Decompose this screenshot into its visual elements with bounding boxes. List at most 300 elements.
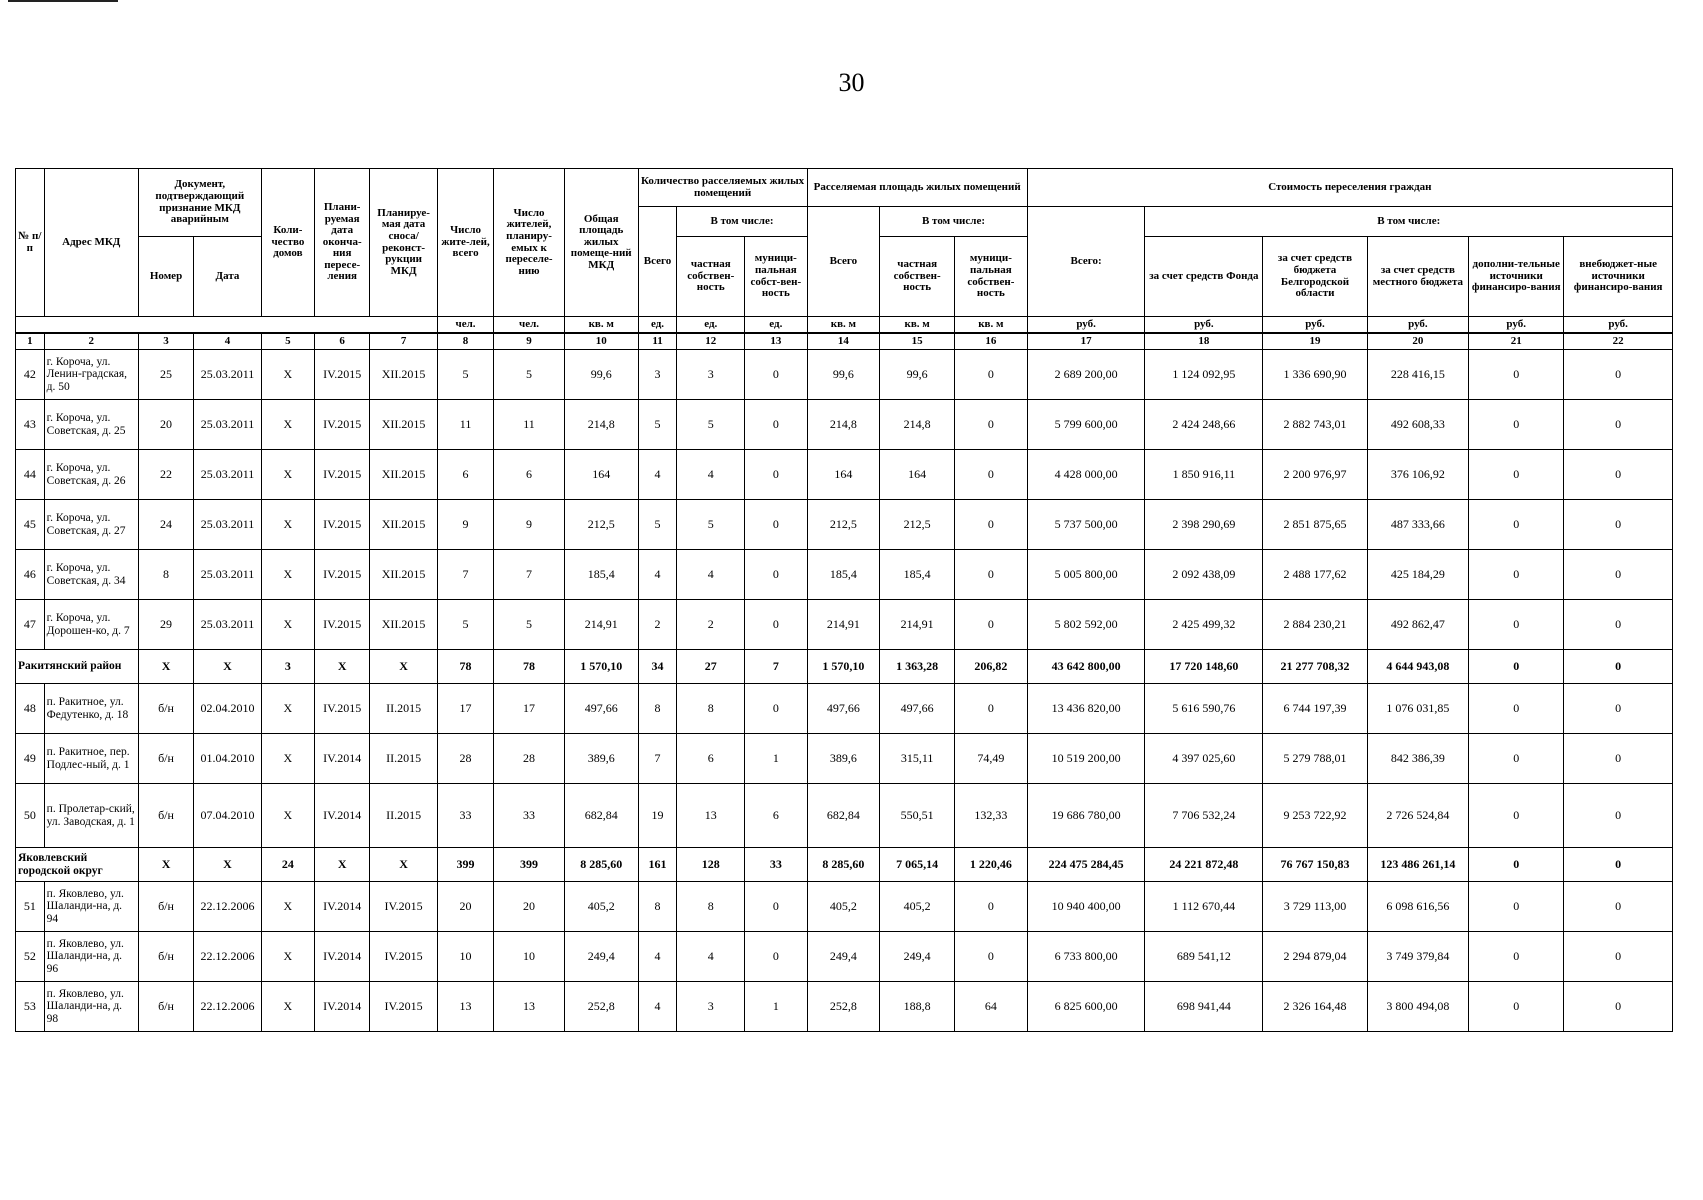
column-number-cell: 16 xyxy=(955,333,1028,350)
table-cell: 0 xyxy=(745,450,808,500)
header-area-private: частная собствен-ность xyxy=(880,237,955,317)
table-cell: 43 xyxy=(16,400,45,450)
table-cell: б/н xyxy=(138,932,193,982)
table-cell: IV.2015 xyxy=(315,400,370,450)
table-cell: 4 397 025,60 xyxy=(1145,734,1263,784)
summary-name: Ракитянский район xyxy=(16,650,139,684)
table-cell: 8 xyxy=(638,684,677,734)
table-cell: 5 799 600,00 xyxy=(1027,400,1145,450)
table-cell: 0 xyxy=(1469,650,1564,684)
column-number-cell: 5 xyxy=(261,333,314,350)
table-cell: 0 xyxy=(955,400,1028,450)
header-rooms-municipal: муници-пальная собст-вен-ность xyxy=(745,237,808,317)
table-cell: X xyxy=(194,650,262,684)
table-cell: 1 336 690,90 xyxy=(1263,350,1367,400)
table-cell: 10 519 200,00 xyxy=(1027,734,1145,784)
unit-cell: руб. xyxy=(1027,317,1145,334)
table-cell: IV.2015 xyxy=(315,600,370,650)
header-rooms-total: Всего xyxy=(638,207,677,317)
unit-cell: руб. xyxy=(1469,317,1564,334)
table-cell: 3 800 494,08 xyxy=(1367,982,1468,1032)
table-cell: 389,6 xyxy=(564,734,638,784)
table-cell: 48 xyxy=(16,684,45,734)
table-cell: 22.12.2006 xyxy=(194,932,262,982)
table-cell: 5 xyxy=(437,350,493,400)
column-number-cell: 2 xyxy=(44,333,138,350)
table-cell: 2 326 164,48 xyxy=(1263,982,1367,1032)
column-number-cell: 7 xyxy=(370,333,438,350)
table-cell: 8 285,60 xyxy=(564,848,638,882)
table-cell: 9 xyxy=(494,500,565,550)
table-cell: 33 xyxy=(437,784,493,848)
table-cell: 5 737 500,00 xyxy=(1027,500,1145,550)
table-cell: 10 xyxy=(437,932,493,982)
table-cell: 0 xyxy=(745,684,808,734)
column-numbers-row xyxy=(16,333,1673,350)
table-cell: 405,2 xyxy=(564,882,638,932)
column-number-cell: 8 xyxy=(437,333,493,350)
table-cell: IV.2014 xyxy=(315,734,370,784)
table-cell: 2 424 248,66 xyxy=(1145,400,1263,450)
table-cell: IV.2015 xyxy=(315,450,370,500)
table-cell: 44 xyxy=(16,450,45,500)
table-cell: 252,8 xyxy=(564,982,638,1032)
table-cell: X xyxy=(370,650,438,684)
header-cost-group: Стоимость переселения граждан xyxy=(1027,169,1672,207)
address-cell: п. Яковлево, ул. Шаланди-на, д. 96 xyxy=(44,932,138,982)
table-cell: 52 xyxy=(16,932,45,982)
table-cell: 8 xyxy=(677,684,745,734)
header-residents-total: Число жите-лей, всего xyxy=(437,169,493,317)
table-cell: 17 720 148,60 xyxy=(1145,650,1263,684)
table-cell: 34 xyxy=(638,650,677,684)
table-cell: 164 xyxy=(807,450,880,500)
table-cell: 249,4 xyxy=(880,932,955,982)
table-cell: 33 xyxy=(745,848,808,882)
table-cell: 33 xyxy=(494,784,565,848)
table-cell: 492 862,47 xyxy=(1367,600,1468,650)
table-cell: 07.04.2010 xyxy=(194,784,262,848)
table-cell: X xyxy=(261,600,314,650)
address-cell: п. Ракитное, ул. Федутенко, д. 18 xyxy=(44,684,138,734)
table-cell: 5 xyxy=(677,500,745,550)
table-cell: IV.2015 xyxy=(315,350,370,400)
table-cell: 2 851 875,65 xyxy=(1263,500,1367,550)
table-cell: 3 xyxy=(638,350,677,400)
table-cell: X xyxy=(261,550,314,600)
table-cell: 45 xyxy=(16,500,45,550)
table-cell: 188,8 xyxy=(880,982,955,1032)
table-cell: 0 xyxy=(1564,784,1673,848)
unit-cell: руб. xyxy=(1367,317,1468,334)
table-cell: 0 xyxy=(1469,450,1564,500)
summary-row xyxy=(16,848,1673,882)
unit-cell: кв. м xyxy=(807,317,880,334)
table-cell: 0 xyxy=(1469,400,1564,450)
table-cell: 2 294 879,04 xyxy=(1263,932,1367,982)
table-cell: 3 xyxy=(677,350,745,400)
column-number-cell: 14 xyxy=(807,333,880,350)
column-number-cell: 17 xyxy=(1027,333,1145,350)
header-cost-incl: В том числе: xyxy=(1145,207,1673,237)
table-cell: 5 xyxy=(677,400,745,450)
table-cell: X xyxy=(194,848,262,882)
table-cell: 682,84 xyxy=(564,784,638,848)
table-cell: 7 xyxy=(494,550,565,600)
table-cell: 25.03.2011 xyxy=(194,550,262,600)
table-cell: 0 xyxy=(745,500,808,550)
table-cell: 13 436 820,00 xyxy=(1027,684,1145,734)
table-cell: 206,82 xyxy=(955,650,1028,684)
table-cell: 5 xyxy=(437,600,493,650)
column-number-cell: 21 xyxy=(1469,333,1564,350)
table-row xyxy=(16,400,1673,450)
table-row xyxy=(16,600,1673,650)
table-cell: 46 xyxy=(16,550,45,600)
table-cell: 214,8 xyxy=(564,400,638,450)
table-cell: X xyxy=(315,650,370,684)
table-cell: 212,5 xyxy=(807,500,880,550)
address-cell: г. Короча, ул. Ленин-градская, д. 50 xyxy=(44,350,138,400)
column-number-cell: 11 xyxy=(638,333,677,350)
table-cell: 13 xyxy=(437,982,493,1032)
table-cell: 0 xyxy=(1564,734,1673,784)
column-number-cell: 1 xyxy=(16,333,45,350)
table-cell: 51 xyxy=(16,882,45,932)
table-cell: 7 xyxy=(638,734,677,784)
table-cell: 123 486 261,14 xyxy=(1367,848,1468,882)
table-cell: 5 xyxy=(638,400,677,450)
table-cell: 28 xyxy=(494,734,565,784)
table-cell: IV.2014 xyxy=(315,932,370,982)
column-number-cell: 15 xyxy=(880,333,955,350)
table-cell: 0 xyxy=(955,600,1028,650)
table-cell: 8 xyxy=(638,882,677,932)
table-cell: 25.03.2011 xyxy=(194,400,262,450)
table-cell: 76 767 150,83 xyxy=(1263,848,1367,882)
unit-cell: руб. xyxy=(1564,317,1673,334)
table-cell: 4 xyxy=(677,932,745,982)
table-cell: X xyxy=(315,848,370,882)
address-cell: п. Пролетар-ский, ул. Заводская, д. 1 xyxy=(44,784,138,848)
table-cell: 0 xyxy=(955,932,1028,982)
table-cell: 2 xyxy=(638,600,677,650)
table-cell: 0 xyxy=(1564,600,1673,650)
unit-cell: ед. xyxy=(677,317,745,334)
table-cell: 0 xyxy=(955,684,1028,734)
table-cell: 78 xyxy=(437,650,493,684)
header-area-group: Расселяемая площадь жилых помещений xyxy=(807,169,1027,207)
address-cell: г. Короча, ул. Советская, д. 34 xyxy=(44,550,138,600)
table-cell: 1 850 916,11 xyxy=(1145,450,1263,500)
address-cell: г. Короча, ул. Дорошен-ко, д. 7 xyxy=(44,600,138,650)
resettlement-table xyxy=(15,168,1673,1032)
table-cell: 1 112 670,44 xyxy=(1145,882,1263,932)
header-area-total: Всего xyxy=(807,207,880,317)
table-cell: 0 xyxy=(1564,882,1673,932)
table-cell: 2 xyxy=(677,600,745,650)
table-cell: 25.03.2011 xyxy=(194,450,262,500)
table-cell: 10 940 400,00 xyxy=(1027,882,1145,932)
table-cell: 224 475 284,45 xyxy=(1027,848,1145,882)
table-cell: 5 xyxy=(494,600,565,650)
header-houses-count: Коли-чество домов xyxy=(261,169,314,317)
units-blank xyxy=(16,317,438,334)
table-cell: 1 363,28 xyxy=(880,650,955,684)
table-cell: 4 xyxy=(677,450,745,500)
table-cell: 315,11 xyxy=(880,734,955,784)
table-cell: 24 xyxy=(138,500,193,550)
table-cell: IV.2015 xyxy=(370,982,438,1032)
table-cell: 0 xyxy=(955,450,1028,500)
table-cell: IV.2015 xyxy=(315,684,370,734)
table-cell: IV.2014 xyxy=(315,784,370,848)
table-cell: 2 882 743,01 xyxy=(1263,400,1367,450)
table-cell: 21 277 708,32 xyxy=(1263,650,1367,684)
table-cell: 9 xyxy=(437,500,493,550)
table-cell: X xyxy=(261,784,314,848)
table-cell: 1 xyxy=(745,982,808,1032)
table-row xyxy=(16,350,1673,400)
table-cell: 2 689 200,00 xyxy=(1027,350,1145,400)
table-cell: 6 733 800,00 xyxy=(1027,932,1145,982)
header-area-municipal: муници-пальная собствен-ность xyxy=(955,237,1028,317)
table-cell: 11 xyxy=(437,400,493,450)
table-cell: 99,6 xyxy=(807,350,880,400)
table-cell: 128 xyxy=(677,848,745,882)
table-cell: 0 xyxy=(955,550,1028,600)
table-cell: 29 xyxy=(138,600,193,650)
unit-cell: чел. xyxy=(437,317,493,334)
table-cell: 228 416,15 xyxy=(1367,350,1468,400)
table-cell: XII.2015 xyxy=(370,400,438,450)
table-cell: 47 xyxy=(16,600,45,650)
table-cell: 2 398 290,69 xyxy=(1145,500,1263,550)
table-cell: XII.2015 xyxy=(370,550,438,600)
table-cell: 3 xyxy=(677,982,745,1032)
table-cell: X xyxy=(261,350,314,400)
table-cell: 6 xyxy=(437,450,493,500)
table-cell: 4 xyxy=(638,932,677,982)
table-cell: 0 xyxy=(1564,982,1673,1032)
table-cell: X xyxy=(261,982,314,1032)
table-cell: 249,4 xyxy=(807,932,880,982)
table-cell: 0 xyxy=(1469,932,1564,982)
table-cell: 11 xyxy=(494,400,565,450)
table-row xyxy=(16,982,1673,1032)
table-cell: 0 xyxy=(1469,882,1564,932)
header-address: Адрес МКД xyxy=(44,169,138,317)
table-cell: 0 xyxy=(745,882,808,932)
table-cell: 132,33 xyxy=(955,784,1028,848)
table-cell: 405,2 xyxy=(807,882,880,932)
table-cell: II.2015 xyxy=(370,684,438,734)
table-row xyxy=(16,784,1673,848)
table-cell: 214,91 xyxy=(807,600,880,650)
table-cell: 389,6 xyxy=(807,734,880,784)
table-cell: 17 xyxy=(437,684,493,734)
header-doc-group: Документ, подтверждающий признание МКД аварийным xyxy=(138,169,261,237)
table-cell: 0 xyxy=(1564,450,1673,500)
column-number-cell: 6 xyxy=(315,333,370,350)
table-cell: 0 xyxy=(1469,848,1564,882)
column-number-cell: 4 xyxy=(194,333,262,350)
table-cell: 2 425 499,32 xyxy=(1145,600,1263,650)
table-cell: 3 749 379,84 xyxy=(1367,932,1468,982)
table-cell: 1 570,10 xyxy=(564,650,638,684)
table-cell: 161 xyxy=(638,848,677,882)
table-cell: 249,4 xyxy=(564,932,638,982)
units-row xyxy=(16,317,1673,334)
table-cell: 0 xyxy=(745,600,808,650)
table-cell: IV.2015 xyxy=(370,882,438,932)
table-cell: 842 386,39 xyxy=(1367,734,1468,784)
table-cell: X xyxy=(261,684,314,734)
table-cell: 01.04.2010 xyxy=(194,734,262,784)
table-cell: 2 092 438,09 xyxy=(1145,550,1263,600)
table-cell: 399 xyxy=(494,848,565,882)
table-cell: 22 xyxy=(138,450,193,500)
unit-cell: руб. xyxy=(1263,317,1367,334)
table-cell: 4 428 000,00 xyxy=(1027,450,1145,500)
header-cost-additional: дополни-тельные источники финансиро-вания xyxy=(1469,237,1564,317)
table-cell: 6 xyxy=(494,450,565,500)
table-cell: 4 644 943,08 xyxy=(1367,650,1468,684)
table-cell: 212,5 xyxy=(564,500,638,550)
table-cell: 2 488 177,62 xyxy=(1263,550,1367,600)
table-cell: XII.2015 xyxy=(370,500,438,550)
address-cell: п. Яковлево, ул. Шаланди-на, д. 94 xyxy=(44,882,138,932)
header-rooms-private: частная собствен-ность xyxy=(677,237,745,317)
table-cell: 42 xyxy=(16,350,45,400)
header-cost-local: за счет средств местного бюджета xyxy=(1367,237,1468,317)
summary-name: Яковлевский городской округ xyxy=(16,848,139,882)
table-cell: 4 xyxy=(638,550,677,600)
table-cell: 5 802 592,00 xyxy=(1027,600,1145,650)
table-cell: 7 xyxy=(745,650,808,684)
header-cost-region: за счет средств бюджета Белгородской области xyxy=(1263,237,1367,317)
table-row xyxy=(16,450,1673,500)
table-cell: IV.2015 xyxy=(370,932,438,982)
table-row xyxy=(16,932,1673,982)
table-cell: 2 884 230,21 xyxy=(1263,600,1367,650)
summary-row xyxy=(16,650,1673,684)
header-npp: № п/п xyxy=(16,169,45,317)
table-cell: 0 xyxy=(1469,350,1564,400)
header-cost-fund: за счет средств Фонда xyxy=(1145,237,1263,317)
table-cell: 185,4 xyxy=(807,550,880,600)
table-cell: 20 xyxy=(138,400,193,450)
table-cell: 4 xyxy=(638,450,677,500)
header-planned-end-date: Плани-руемая дата оконча-ния пересе-ления xyxy=(315,169,370,317)
column-number-cell: 19 xyxy=(1263,333,1367,350)
table-cell: 0 xyxy=(955,350,1028,400)
table-cell: 214,8 xyxy=(807,400,880,450)
table-cell: 13 xyxy=(494,982,565,1032)
table-cell: 0 xyxy=(1564,350,1673,400)
table-cell: XII.2015 xyxy=(370,600,438,650)
table-cell: 64 xyxy=(955,982,1028,1032)
table-cell: 20 xyxy=(437,882,493,932)
table-cell: 5 xyxy=(494,350,565,400)
column-number-cell: 13 xyxy=(745,333,808,350)
table-cell: 7 xyxy=(437,550,493,600)
table-cell: 19 686 780,00 xyxy=(1027,784,1145,848)
table-cell: 425 184,29 xyxy=(1367,550,1468,600)
table-cell: 0 xyxy=(1469,982,1564,1032)
column-number-cell: 18 xyxy=(1145,333,1263,350)
table-cell: 0 xyxy=(1469,550,1564,600)
table-cell: 1 220,46 xyxy=(955,848,1028,882)
table-row xyxy=(16,882,1673,932)
header-cost-extrabudget: внебюджет-ные источники финансиро-вания xyxy=(1564,237,1673,317)
table-row xyxy=(16,684,1673,734)
header-cost-total: Всего: xyxy=(1027,207,1145,317)
table-cell: 99,6 xyxy=(564,350,638,400)
table-cell: X xyxy=(370,848,438,882)
table-cell: 0 xyxy=(1564,848,1673,882)
table-cell: б/н xyxy=(138,882,193,932)
table-cell: 164 xyxy=(564,450,638,500)
table-cell: 25.03.2011 xyxy=(194,350,262,400)
scan-artifact-line xyxy=(8,0,118,2)
unit-cell: кв. м xyxy=(564,317,638,334)
header-total-area: Общая площадь жилых помеще-ний МКД xyxy=(564,169,638,317)
header-doc-date: Дата xyxy=(194,237,262,317)
table-cell: IV.2014 xyxy=(315,882,370,932)
table-cell: 3 729 113,00 xyxy=(1263,882,1367,932)
table-cell: 399 xyxy=(437,848,493,882)
table-cell: 5 xyxy=(638,500,677,550)
table-cell: 02.04.2010 xyxy=(194,684,262,734)
table-cell: 214,91 xyxy=(564,600,638,650)
table-cell: 0 xyxy=(1564,500,1673,550)
table-cell: X xyxy=(261,882,314,932)
address-cell: г. Короча, ул. Советская, д. 25 xyxy=(44,400,138,450)
table-cell: 25 xyxy=(138,350,193,400)
table-cell: 28 xyxy=(437,734,493,784)
table-cell: 2 200 976,97 xyxy=(1263,450,1367,500)
table-cell: II.2015 xyxy=(370,734,438,784)
table-body xyxy=(16,350,1673,1032)
address-cell: п. Яковлево, ул. Шаланди-на, д. 98 xyxy=(44,982,138,1032)
table-cell: 6 xyxy=(677,734,745,784)
table-cell: 2 726 524,84 xyxy=(1367,784,1468,848)
table-cell: 0 xyxy=(1564,684,1673,734)
table-cell: X xyxy=(261,932,314,982)
table-cell: 6 xyxy=(745,784,808,848)
table-cell: 698 941,44 xyxy=(1145,982,1263,1032)
column-number-cell: 22 xyxy=(1564,333,1673,350)
table-cell: 6 825 600,00 xyxy=(1027,982,1145,1032)
table-cell: 8 285,60 xyxy=(807,848,880,882)
table-cell: 50 xyxy=(16,784,45,848)
table-cell: 43 642 800,00 xyxy=(1027,650,1145,684)
table-cell: 0 xyxy=(745,400,808,450)
table-cell: 214,8 xyxy=(880,400,955,450)
page-number: 30 xyxy=(838,68,865,97)
table-cell: 8 xyxy=(677,882,745,932)
unit-cell: чел. xyxy=(494,317,565,334)
table-cell: 27 xyxy=(677,650,745,684)
unit-cell: кв. м xyxy=(880,317,955,334)
table-cell: X xyxy=(138,650,193,684)
table-cell: 0 xyxy=(1564,550,1673,600)
table-cell: 20 xyxy=(494,882,565,932)
table-cell: 214,91 xyxy=(880,600,955,650)
address-cell: п. Ракитное, пер. Подлес-ный, д. 1 xyxy=(44,734,138,784)
table-cell: X xyxy=(261,500,314,550)
